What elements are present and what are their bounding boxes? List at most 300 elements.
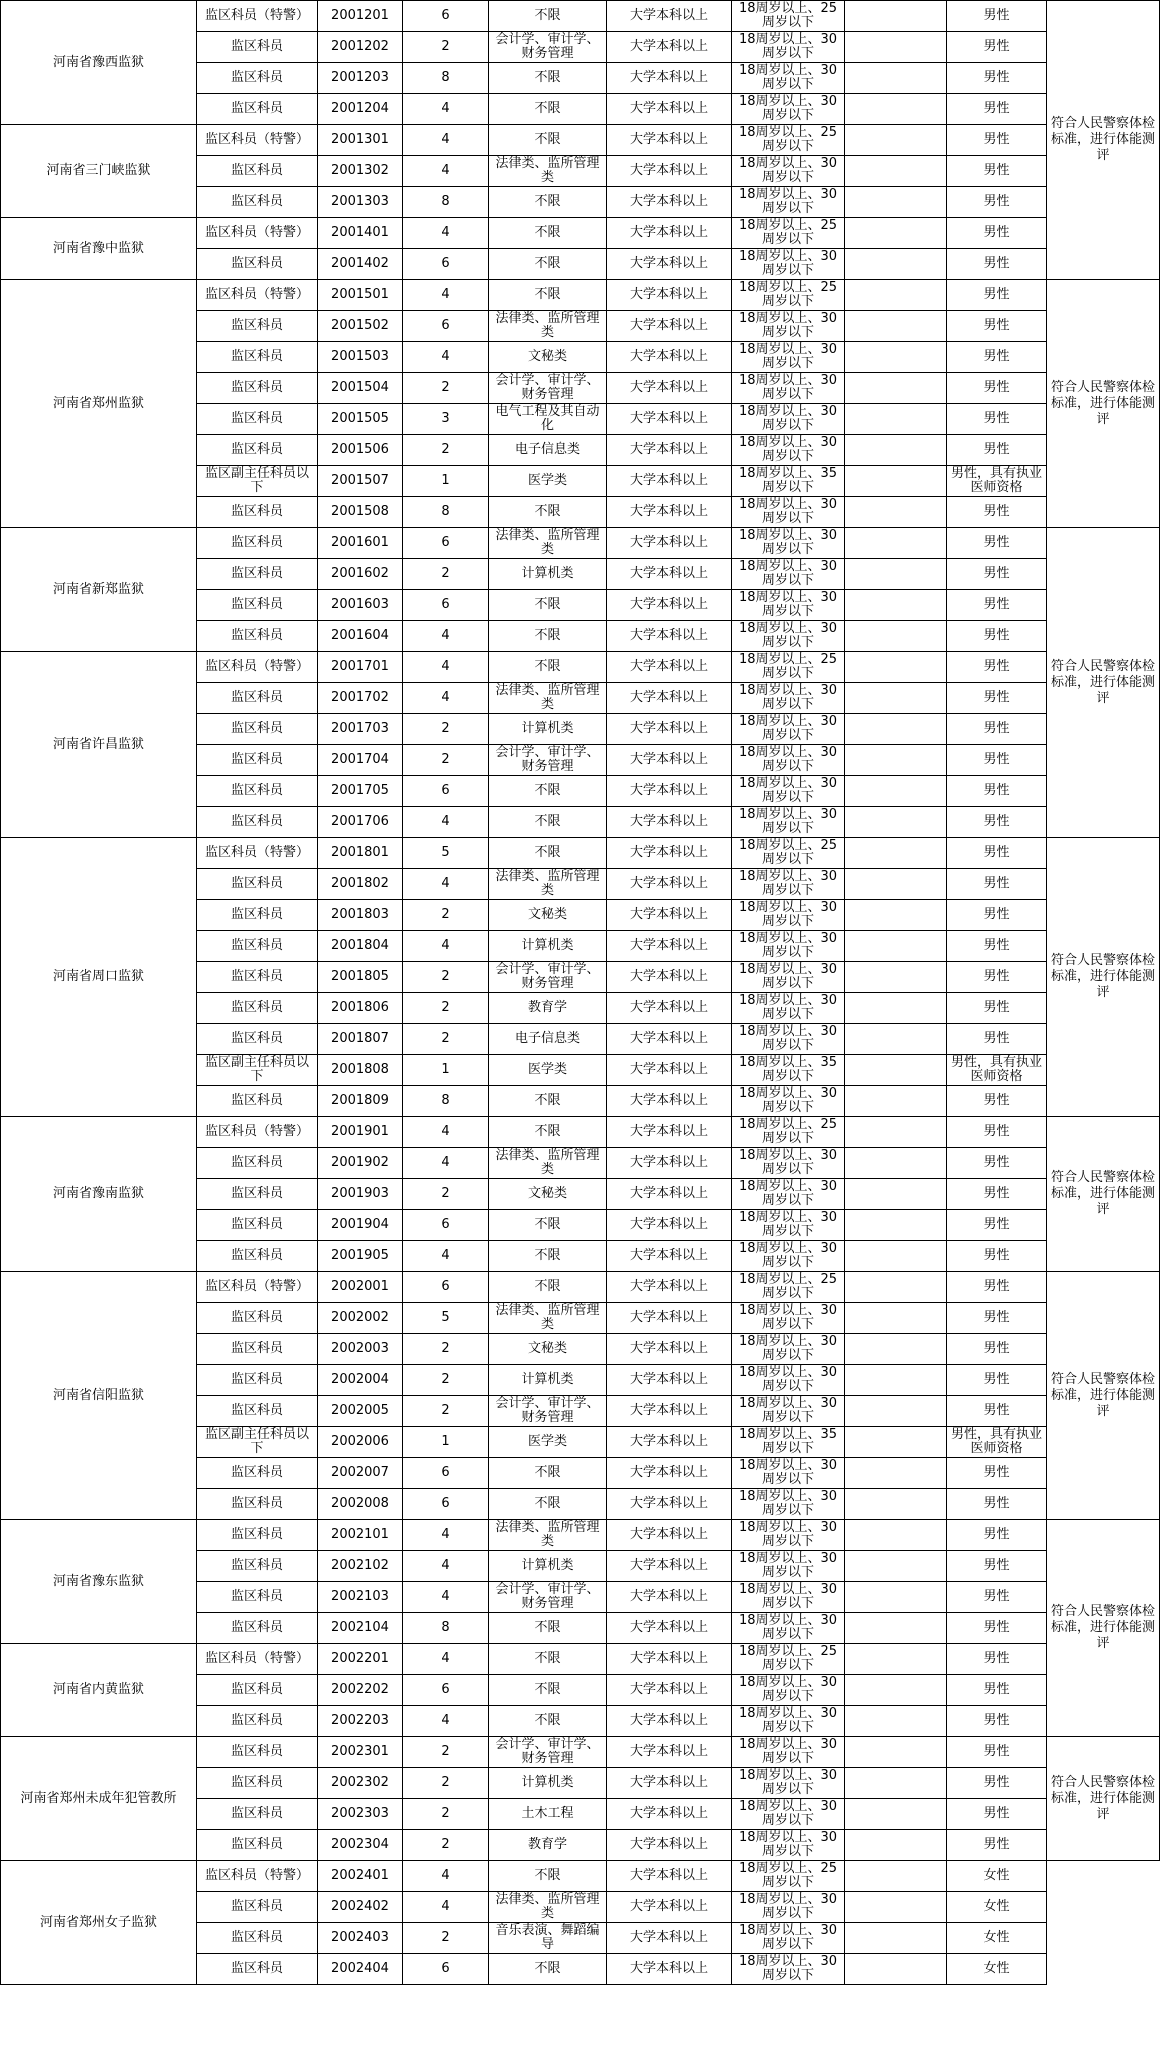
position-cell: 监区科员 — [197, 559, 318, 590]
education-cell: 大学本科以上 — [607, 776, 732, 807]
count-cell: 6 — [403, 1210, 489, 1241]
gender-cell: 男性 — [947, 1210, 1047, 1241]
table-row — [1, 1, 1160, 32]
code-cell: 2002104 — [318, 1613, 403, 1644]
gender-cell: 男性 — [947, 900, 1047, 931]
position-cell: 监区科员 — [197, 156, 318, 187]
blank-cell — [845, 1024, 947, 1055]
position-cell: 监区科员 — [197, 404, 318, 435]
education-cell: 大学本科以上 — [607, 1458, 732, 1489]
count-cell: 6 — [403, 1458, 489, 1489]
code-cell: 2001904 — [318, 1210, 403, 1241]
major-cell: 土木工程 — [489, 1799, 607, 1830]
position-cell: 监区科员（特警） — [197, 1, 318, 32]
unit-name: 河南省豫东监狱 — [1, 1520, 197, 1644]
count-cell: 4 — [403, 94, 489, 125]
major-cell: 音乐表演、舞蹈编导 — [489, 1923, 607, 1954]
blank-cell — [845, 1272, 947, 1303]
code-cell: 2001805 — [318, 962, 403, 993]
blank-cell — [845, 993, 947, 1024]
major-cell: 计算机类 — [489, 931, 607, 962]
position-cell: 监区科员 — [197, 187, 318, 218]
blank-cell — [845, 1613, 947, 1644]
education-cell: 大学本科以上 — [607, 1799, 732, 1830]
blank-cell — [845, 218, 947, 249]
code-cell: 2001303 — [318, 187, 403, 218]
code-cell: 2001203 — [318, 63, 403, 94]
education-cell: 大学本科以上 — [607, 1954, 732, 1985]
code-cell: 2001503 — [318, 342, 403, 373]
code-cell: 2001803 — [318, 900, 403, 931]
position-cell: 监区科员 — [197, 342, 318, 373]
gender-cell: 男性 — [947, 1582, 1047, 1613]
position-cell: 监区科员 — [197, 311, 318, 342]
age-cell: 18周岁以上、25周岁以下 — [732, 280, 845, 311]
major-cell: 不限 — [489, 1458, 607, 1489]
gender-cell: 男性 — [947, 1706, 1047, 1737]
age-cell: 18周岁以上、30周岁以下 — [732, 745, 845, 776]
education-cell: 大学本科以上 — [607, 1365, 732, 1396]
age-cell: 18周岁以上、30周岁以下 — [732, 900, 845, 931]
gender-cell: 男性 — [947, 1086, 1047, 1117]
gender-cell: 男性 — [947, 1241, 1047, 1272]
gender-cell: 男性 — [947, 311, 1047, 342]
gender-cell: 男性 — [947, 1737, 1047, 1768]
blank-cell — [845, 1210, 947, 1241]
education-cell: 大学本科以上 — [607, 1396, 732, 1427]
education-cell: 大学本科以上 — [607, 187, 732, 218]
code-cell: 2002404 — [318, 1954, 403, 1985]
education-cell: 大学本科以上 — [607, 1241, 732, 1272]
count-cell: 6 — [403, 311, 489, 342]
code-cell: 2001508 — [318, 497, 403, 528]
age-cell: 18周岁以上、30周岁以下 — [732, 1365, 845, 1396]
count-cell: 4 — [403, 621, 489, 652]
gender-cell: 男性 — [947, 32, 1047, 63]
count-cell: 4 — [403, 869, 489, 900]
gender-cell: 男性 — [947, 404, 1047, 435]
education-cell: 大学本科以上 — [607, 32, 732, 63]
age-cell: 18周岁以上、30周岁以下 — [732, 683, 845, 714]
gender-cell: 男性 — [947, 249, 1047, 280]
age-cell: 18周岁以上、30周岁以下 — [732, 63, 845, 94]
gender-cell: 男性 — [947, 1489, 1047, 1520]
gender-cell: 男性 — [947, 807, 1047, 838]
count-cell: 2 — [403, 1365, 489, 1396]
gender-cell: 男性 — [947, 838, 1047, 869]
major-cell: 文秘类 — [489, 1334, 607, 1365]
blank-cell — [845, 621, 947, 652]
position-cell: 监区科员 — [197, 1086, 318, 1117]
major-cell: 不限 — [489, 94, 607, 125]
position-cell: 监区副主任科员以下 — [197, 1427, 318, 1458]
blank-cell — [845, 497, 947, 528]
age-cell: 18周岁以上、25周岁以下 — [732, 125, 845, 156]
age-cell: 18周岁以上、25周岁以下 — [732, 218, 845, 249]
gender-cell: 男性 — [947, 1613, 1047, 1644]
education-cell: 大学本科以上 — [607, 311, 732, 342]
position-cell: 监区科员 — [197, 1365, 318, 1396]
unit-name: 河南省信阳监狱 — [1, 1272, 197, 1520]
count-cell: 8 — [403, 187, 489, 218]
position-cell: 监区科员 — [197, 1613, 318, 1644]
code-cell: 2002301 — [318, 1737, 403, 1768]
code-cell: 2001601 — [318, 528, 403, 559]
education-cell: 大学本科以上 — [607, 497, 732, 528]
blank-cell — [845, 1861, 947, 1892]
age-cell: 18周岁以上、30周岁以下 — [732, 1954, 845, 1985]
position-cell: 监区副主任科员以下 — [197, 466, 318, 497]
education-cell: 大学本科以上 — [607, 1024, 732, 1055]
code-cell: 2002007 — [318, 1458, 403, 1489]
major-cell: 不限 — [489, 590, 607, 621]
position-cell: 监区科员 — [197, 1892, 318, 1923]
code-cell: 2002002 — [318, 1303, 403, 1334]
gender-cell: 男性 — [947, 1458, 1047, 1489]
education-cell: 大学本科以上 — [607, 280, 732, 311]
gender-cell: 男性 — [947, 776, 1047, 807]
position-cell: 监区科员 — [197, 869, 318, 900]
education-cell: 大学本科以上 — [607, 900, 732, 931]
position-cell: 监区科员 — [197, 63, 318, 94]
count-cell: 5 — [403, 838, 489, 869]
education-cell: 大学本科以上 — [607, 745, 732, 776]
position-cell: 监区科员 — [197, 1799, 318, 1830]
age-cell: 18周岁以上、30周岁以下 — [732, 714, 845, 745]
code-cell: 2001402 — [318, 249, 403, 280]
major-cell: 会计学、审计学、财务管理 — [489, 745, 607, 776]
education-cell: 大学本科以上 — [607, 1489, 732, 1520]
position-cell: 监区科员（特警） — [197, 125, 318, 156]
major-cell: 会计学、审计学、财务管理 — [489, 962, 607, 993]
count-cell: 4 — [403, 1582, 489, 1613]
count-cell: 6 — [403, 528, 489, 559]
major-cell: 不限 — [489, 125, 607, 156]
age-cell: 18周岁以上、30周岁以下 — [732, 1334, 845, 1365]
blank-cell — [845, 249, 947, 280]
count-cell: 2 — [403, 993, 489, 1024]
major-cell: 文秘类 — [489, 342, 607, 373]
code-cell: 2001902 — [318, 1148, 403, 1179]
education-cell: 大学本科以上 — [607, 1272, 732, 1303]
count-cell: 4 — [403, 931, 489, 962]
position-cell: 监区科员 — [197, 1241, 318, 1272]
position-cell: 监区科员 — [197, 993, 318, 1024]
blank-cell — [845, 280, 947, 311]
major-cell: 医学类 — [489, 1427, 607, 1458]
count-cell: 6 — [403, 1675, 489, 1706]
blank-cell — [845, 1117, 947, 1148]
position-cell: 监区科员 — [197, 497, 318, 528]
position-cell: 监区科员 — [197, 900, 318, 931]
education-cell: 大学本科以上 — [607, 962, 732, 993]
education-cell: 大学本科以上 — [607, 838, 732, 869]
gender-cell: 男性 — [947, 652, 1047, 683]
gender-cell: 男性 — [947, 187, 1047, 218]
age-cell: 18周岁以上、30周岁以下 — [732, 869, 845, 900]
blank-cell — [845, 1458, 947, 1489]
age-cell: 18周岁以上、30周岁以下 — [732, 931, 845, 962]
education-cell: 大学本科以上 — [607, 249, 732, 280]
major-cell: 法律类、监所管理类 — [489, 1520, 607, 1551]
major-cell: 不限 — [489, 1210, 607, 1241]
code-cell: 2002202 — [318, 1675, 403, 1706]
gender-cell: 男性 — [947, 1179, 1047, 1210]
blank-cell — [845, 714, 947, 745]
blank-cell — [845, 1086, 947, 1117]
age-cell: 18周岁以上、30周岁以下 — [732, 497, 845, 528]
gender-cell: 男性 — [947, 1303, 1047, 1334]
code-cell: 2001401 — [318, 218, 403, 249]
education-cell: 大学本科以上 — [607, 1675, 732, 1706]
blank-cell — [845, 1799, 947, 1830]
gender-cell: 男性 — [947, 280, 1047, 311]
blank-cell — [845, 1644, 947, 1675]
age-cell: 18周岁以上、30周岁以下 — [732, 1396, 845, 1427]
position-cell: 监区科员 — [197, 1954, 318, 1985]
gender-cell: 男性 — [947, 621, 1047, 652]
major-cell: 法律类、监所管理类 — [489, 1303, 607, 1334]
unit-name: 河南省豫南监狱 — [1, 1117, 197, 1272]
education-cell: 大学本科以上 — [607, 404, 732, 435]
code-cell: 2001506 — [318, 435, 403, 466]
education-cell: 大学本科以上 — [607, 63, 732, 94]
major-cell: 不限 — [489, 1954, 607, 1985]
code-cell: 2002004 — [318, 1365, 403, 1396]
education-cell: 大学本科以上 — [607, 1086, 732, 1117]
position-cell: 监区科员 — [197, 590, 318, 621]
education-cell: 大学本科以上 — [607, 1427, 732, 1458]
blank-cell — [845, 528, 947, 559]
age-cell: 18周岁以上、30周岁以下 — [732, 528, 845, 559]
gender-cell: 男性 — [947, 125, 1047, 156]
age-cell: 18周岁以上、30周岁以下 — [732, 1520, 845, 1551]
blank-cell — [845, 1706, 947, 1737]
major-cell: 法律类、监所管理类 — [489, 156, 607, 187]
blank-cell — [845, 1892, 947, 1923]
code-cell: 2001903 — [318, 1179, 403, 1210]
major-cell: 会计学、审计学、财务管理 — [489, 1737, 607, 1768]
count-cell: 2 — [403, 1334, 489, 1365]
major-cell: 计算机类 — [489, 559, 607, 590]
major-cell: 不限 — [489, 63, 607, 94]
major-cell: 不限 — [489, 249, 607, 280]
education-cell: 大学本科以上 — [607, 1179, 732, 1210]
count-cell: 6 — [403, 1, 489, 32]
gender-cell: 男性 — [947, 342, 1047, 373]
age-cell: 18周岁以上、30周岁以下 — [732, 1086, 845, 1117]
code-cell: 2002201 — [318, 1644, 403, 1675]
age-cell: 18周岁以上、30周岁以下 — [732, 435, 845, 466]
blank-cell — [845, 156, 947, 187]
blank-cell — [845, 435, 947, 466]
major-cell: 电子信息类 — [489, 435, 607, 466]
code-cell: 2001701 — [318, 652, 403, 683]
position-cell: 监区科员 — [197, 1830, 318, 1861]
education-cell: 大学本科以上 — [607, 807, 732, 838]
gender-cell: 男性 — [947, 993, 1047, 1024]
major-cell: 不限 — [489, 1086, 607, 1117]
code-cell: 2001806 — [318, 993, 403, 1024]
age-cell: 18周岁以上、30周岁以下 — [732, 404, 845, 435]
count-cell: 2 — [403, 900, 489, 931]
education-cell: 大学本科以上 — [607, 1148, 732, 1179]
major-cell: 不限 — [489, 838, 607, 869]
table-row — [1, 280, 1160, 311]
gender-cell: 女性 — [947, 1923, 1047, 1954]
count-cell: 2 — [403, 1024, 489, 1055]
education-cell: 大学本科以上 — [607, 125, 732, 156]
position-cell: 监区科员 — [197, 776, 318, 807]
education-cell: 大学本科以上 — [607, 1582, 732, 1613]
blank-cell — [845, 125, 947, 156]
code-cell: 2001301 — [318, 125, 403, 156]
major-cell: 电气工程及其自动化 — [489, 404, 607, 435]
age-cell: 18周岁以上、35周岁以下 — [732, 466, 845, 497]
position-cell: 监区科员 — [197, 1210, 318, 1241]
count-cell: 4 — [403, 125, 489, 156]
blank-cell — [845, 1334, 947, 1365]
blank-cell — [845, 1582, 947, 1613]
count-cell: 2 — [403, 745, 489, 776]
blank-cell — [845, 1551, 947, 1582]
code-cell: 2002401 — [318, 1861, 403, 1892]
gender-cell: 男性 — [947, 63, 1047, 94]
position-cell: 监区科员（特警） — [197, 1272, 318, 1303]
gender-cell: 女性 — [947, 1954, 1047, 1985]
age-cell: 18周岁以上、25周岁以下 — [732, 1272, 845, 1303]
count-cell: 2 — [403, 32, 489, 63]
code-cell: 2002102 — [318, 1551, 403, 1582]
blank-cell — [845, 559, 947, 590]
position-cell: 监区科员 — [197, 94, 318, 125]
count-cell: 5 — [403, 1303, 489, 1334]
unit-name: 河南省郑州监狱 — [1, 280, 197, 528]
age-cell: 18周岁以上、30周岁以下 — [732, 1768, 845, 1799]
major-cell: 不限 — [489, 652, 607, 683]
gender-cell: 男性 — [947, 497, 1047, 528]
education-cell: 大学本科以上 — [607, 156, 732, 187]
age-cell: 18周岁以上、30周岁以下 — [732, 1613, 845, 1644]
count-cell: 4 — [403, 652, 489, 683]
blank-cell — [845, 869, 947, 900]
age-cell: 18周岁以上、30周岁以下 — [732, 621, 845, 652]
code-cell: 2002402 — [318, 1892, 403, 1923]
blank-cell — [845, 590, 947, 621]
code-cell: 2001201 — [318, 1, 403, 32]
position-cell: 监区科员 — [197, 528, 318, 559]
major-cell: 医学类 — [489, 466, 607, 497]
education-cell: 大学本科以上 — [607, 931, 732, 962]
count-cell: 4 — [403, 1551, 489, 1582]
position-cell: 监区科员 — [197, 435, 318, 466]
unit-name: 河南省周口监狱 — [1, 838, 197, 1117]
age-cell: 18周岁以上、30周岁以下 — [732, 1179, 845, 1210]
education-cell: 大学本科以上 — [607, 1, 732, 32]
age-cell: 18周岁以上、30周岁以下 — [732, 1923, 845, 1954]
blank-cell — [845, 342, 947, 373]
count-cell: 6 — [403, 1489, 489, 1520]
count-cell: 8 — [403, 1086, 489, 1117]
count-cell: 4 — [403, 218, 489, 249]
count-cell: 2 — [403, 1768, 489, 1799]
major-cell: 电子信息类 — [489, 1024, 607, 1055]
age-cell: 18周岁以上、30周岁以下 — [732, 342, 845, 373]
blank-cell — [845, 1396, 947, 1427]
position-cell: 监区科员（特警） — [197, 1644, 318, 1675]
position-cell: 监区科员 — [197, 683, 318, 714]
education-cell: 大学本科以上 — [607, 1768, 732, 1799]
age-cell: 18周岁以上、30周岁以下 — [732, 249, 845, 280]
count-cell: 6 — [403, 249, 489, 280]
gender-cell: 男性 — [947, 714, 1047, 745]
count-cell: 1 — [403, 1427, 489, 1458]
blank-cell — [845, 1768, 947, 1799]
education-cell: 大学本科以上 — [607, 528, 732, 559]
gender-cell: 男性 — [947, 373, 1047, 404]
age-cell: 18周岁以上、30周岁以下 — [732, 94, 845, 125]
position-cell: 监区科员 — [197, 1458, 318, 1489]
blank-cell — [845, 1737, 947, 1768]
age-cell: 18周岁以上、30周岁以下 — [732, 1737, 845, 1768]
count-cell: 1 — [403, 466, 489, 497]
age-cell: 18周岁以上、30周岁以下 — [732, 807, 845, 838]
major-cell: 不限 — [489, 1644, 607, 1675]
education-cell: 大学本科以上 — [607, 652, 732, 683]
major-cell: 教育学 — [489, 993, 607, 1024]
blank-cell — [845, 745, 947, 776]
position-cell: 监区科员 — [197, 249, 318, 280]
position-cell: 监区科员 — [197, 32, 318, 63]
age-cell: 18周岁以上、30周岁以下 — [732, 1830, 845, 1861]
blank-cell — [845, 776, 947, 807]
table-row — [1, 1272, 1160, 1303]
count-cell: 6 — [403, 776, 489, 807]
code-cell: 2001604 — [318, 621, 403, 652]
table-row — [1, 652, 1160, 683]
position-cell: 监区科员（特警） — [197, 280, 318, 311]
gender-cell: 男性，具有执业医师资格 — [947, 1427, 1047, 1458]
blank-cell — [845, 1830, 947, 1861]
blank-cell — [845, 1055, 947, 1086]
blank-cell — [845, 652, 947, 683]
position-cell: 监区科员 — [197, 1024, 318, 1055]
gender-cell: 男性 — [947, 683, 1047, 714]
education-cell: 大学本科以上 — [607, 683, 732, 714]
age-cell: 18周岁以上、30周岁以下 — [732, 1241, 845, 1272]
age-cell: 18周岁以上、25周岁以下 — [732, 1117, 845, 1148]
count-cell: 2 — [403, 1737, 489, 1768]
position-cell: 监区科员 — [197, 1396, 318, 1427]
gender-cell: 男性 — [947, 94, 1047, 125]
code-cell: 2002203 — [318, 1706, 403, 1737]
code-cell: 2001706 — [318, 807, 403, 838]
education-cell: 大学本科以上 — [607, 1210, 732, 1241]
age-cell: 18周岁以上、35周岁以下 — [732, 1055, 845, 1086]
code-cell: 2002103 — [318, 1582, 403, 1613]
major-cell: 不限 — [489, 1, 607, 32]
age-cell: 18周岁以上、25周岁以下 — [732, 652, 845, 683]
blank-cell — [845, 900, 947, 931]
table-row — [1, 1520, 1160, 1551]
position-cell: 监区科员 — [197, 962, 318, 993]
position-cell: 监区科员 — [197, 1551, 318, 1582]
major-cell: 不限 — [489, 1706, 607, 1737]
education-cell: 大学本科以上 — [607, 1644, 732, 1675]
position-cell: 监区科员 — [197, 1675, 318, 1706]
count-cell: 4 — [403, 342, 489, 373]
major-cell: 不限 — [489, 1675, 607, 1706]
